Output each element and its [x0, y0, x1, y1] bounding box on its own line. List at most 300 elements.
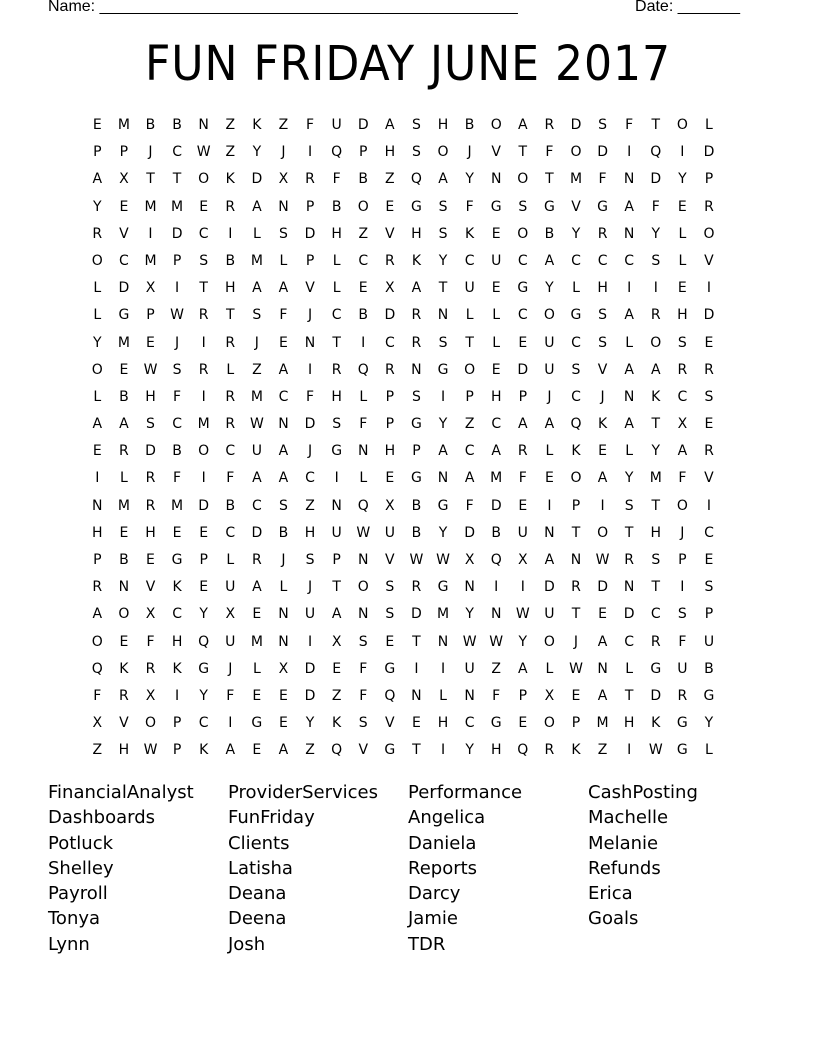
grid-cell: H [677, 307, 688, 324]
grid-cell: F [173, 388, 182, 405]
grid-cell: S [438, 334, 448, 351]
grid-cell: N [623, 225, 635, 242]
grid-cell: N [623, 579, 635, 596]
grid-cell: I [706, 497, 712, 514]
grid-cell: A [119, 416, 129, 433]
grid-cell: J [307, 579, 313, 596]
grid-cell: B [172, 117, 182, 133]
word-list-item: Goals [588, 908, 639, 930]
grid-cell: A [677, 443, 688, 460]
grid-cell: R [92, 225, 103, 242]
grid-cell: K [651, 715, 661, 732]
grid-cell: D [517, 361, 529, 378]
grid-cell: F [465, 198, 474, 215]
grid-cell: T [332, 579, 341, 596]
grid-cell: T [332, 334, 341, 351]
grid-cell: G [410, 198, 422, 215]
word-list-item: Daniela [408, 832, 477, 854]
word-list-item: Machelle [588, 807, 669, 829]
grid-cell: C [384, 334, 395, 351]
grid-cell: O [676, 497, 688, 514]
grid-cell: F [518, 470, 527, 487]
grid-cell: I [494, 579, 499, 596]
grid-cell: A [597, 633, 608, 650]
grid-cell: Y [465, 742, 474, 759]
grid-cell: L [279, 252, 288, 269]
grid-cell: E [358, 280, 368, 297]
grid-cell: A [624, 307, 634, 324]
grid-cell: E [119, 361, 129, 378]
grid-cell: B [145, 117, 156, 133]
grid-cell: F [492, 687, 501, 704]
grid-cell: H [490, 388, 502, 405]
grid-cell: R [411, 334, 422, 351]
grid-cell: C [172, 416, 182, 433]
grid-cell: A [252, 280, 262, 297]
grid-cell: X [385, 280, 395, 297]
grid-cell: A [624, 416, 634, 433]
grid-cell: I [627, 144, 632, 161]
grid-cell: M [596, 715, 609, 732]
grid-cell: A [385, 117, 395, 133]
grid-cell: S [279, 497, 288, 514]
grid-cell: V [385, 225, 395, 242]
grid-cell: E [491, 280, 501, 297]
grid-cell: P [305, 198, 315, 215]
grid-cell: M [171, 497, 184, 514]
grid-cell: N [198, 117, 209, 133]
grid-cell: G [384, 660, 396, 677]
grid-cell: I [307, 144, 313, 161]
word-list-item: Performance [408, 782, 523, 803]
grid-cell: S [358, 715, 368, 732]
grid-cell: E [146, 334, 155, 351]
grid-cell: F [625, 117, 634, 133]
grid-cell: J [547, 388, 552, 405]
grid-cell: Q [198, 633, 210, 650]
grid-cell: L [625, 334, 634, 351]
grid-cell: U [517, 524, 528, 541]
grid-cell: M [117, 334, 130, 351]
grid-cell: D [304, 416, 316, 433]
grid-cell: V [704, 470, 714, 487]
grid-cell: Z [305, 742, 315, 759]
grid-cell: D [623, 606, 635, 623]
grid-cell: U [331, 117, 342, 133]
grid-cell: E [704, 416, 714, 433]
grid-cell: X [518, 552, 528, 568]
grid-cell: O [650, 334, 662, 351]
grid-cell: A [278, 443, 289, 460]
grid-cell: W [356, 524, 371, 541]
grid-cell: J [680, 524, 685, 541]
grid-cell: G [384, 742, 396, 759]
grid-cell: J [467, 144, 472, 161]
grid-cell: S [438, 198, 448, 215]
grid-cell: A [650, 361, 661, 378]
grid-cell: G [517, 280, 529, 297]
grid-cell: S [332, 416, 342, 433]
grid-cell: Z [278, 117, 289, 133]
grid-cell: C [517, 307, 528, 324]
grid-cell: S [411, 144, 421, 161]
grid-cell: V [491, 144, 501, 161]
word-list-item: FunFriday [228, 807, 315, 829]
grid-cell: C [225, 443, 236, 460]
grid-cell: J [228, 660, 233, 677]
grid-cell: X [464, 552, 475, 568]
grid-cell: H [411, 225, 422, 242]
grid-cell: D [464, 524, 475, 541]
grid-cell: P [93, 552, 102, 568]
grid-cell: M [250, 633, 263, 650]
word-search-grid [84, 112, 722, 765]
grid-cell: P [332, 552, 341, 568]
grid-cell: V [385, 552, 395, 568]
grid-cell: O [357, 579, 369, 596]
grid-cell: F [306, 117, 315, 133]
grid-cell: H [331, 225, 342, 242]
grid-cell: A [544, 416, 555, 433]
grid-cell: A [624, 361, 634, 378]
grid-cell: I [680, 579, 685, 596]
grid-cell: F [359, 416, 368, 433]
grid-cell: P [172, 742, 182, 759]
grid-cell: M [117, 117, 130, 133]
grid-cell: R [411, 579, 422, 596]
grid-cell: F [279, 307, 288, 324]
grid-cell: D [198, 497, 210, 514]
grid-cell: Y [465, 171, 474, 188]
grid-cell: K [252, 117, 262, 133]
word-list-item: Lynn [48, 933, 90, 955]
grid-cell: N [278, 198, 289, 215]
grid-cell: V [119, 715, 129, 732]
grid-cell: K [172, 579, 182, 596]
grid-cell: Y [252, 144, 262, 161]
grid-cell: E [199, 198, 209, 215]
grid-cell: L [359, 470, 368, 487]
grid-cell: K [199, 742, 209, 759]
grid-cell: N [278, 633, 289, 650]
grid-cell: E [598, 606, 607, 623]
grid-cell: S [677, 606, 687, 623]
grid-cell: C [172, 144, 182, 161]
grid-cell: N [544, 524, 555, 541]
grid-cell: O [597, 524, 609, 541]
grid-cell: G [410, 416, 422, 433]
grid-cell: P [571, 715, 581, 732]
grid-cell: J [307, 443, 313, 460]
grid-cell: Z [331, 687, 342, 704]
grid-cell: F [226, 470, 235, 487]
grid-cell: A [624, 198, 634, 215]
grid-cell: R [597, 225, 608, 242]
grid-cell: I [334, 470, 339, 487]
grid-cell: H [304, 524, 316, 541]
grid-cell: S [651, 252, 661, 269]
grid-cell: U [703, 633, 715, 650]
grid-cell: O [464, 361, 476, 378]
grid-cell: A [411, 280, 422, 297]
grid-cell: D [650, 687, 662, 704]
grid-cell: L [625, 660, 634, 677]
grid-cell: S [598, 307, 608, 324]
grid-cell: K [571, 742, 581, 759]
grid-cell: A [438, 443, 448, 460]
grid-cell: Z [358, 225, 369, 242]
grid-cell: C [624, 252, 635, 269]
word-list-item: Deena [228, 908, 287, 930]
grid-cell: L [492, 307, 501, 324]
grid-cell: I [95, 470, 100, 487]
word-list-item: Reports [408, 857, 478, 879]
grid-cell: B [172, 443, 182, 460]
grid-cell: F [306, 388, 315, 405]
grid-cell: R [225, 416, 236, 433]
grid-cell: E [279, 715, 288, 732]
grid-cell: F [651, 198, 660, 215]
grid-cell: V [571, 198, 581, 215]
grid-cell: A [544, 252, 555, 269]
grid-cell: W [462, 633, 477, 650]
grid-cell: T [624, 687, 634, 704]
grid-cell: P [359, 144, 368, 161]
grid-cell: M [250, 388, 263, 405]
grid-cell: U [225, 633, 236, 650]
grid-cell: M [117, 497, 130, 514]
grid-cell: G [118, 307, 130, 324]
grid-cell: N [411, 361, 422, 378]
grid-cell: E [92, 443, 102, 460]
grid-cell: K [119, 660, 129, 677]
grid-cell: I [201, 334, 206, 351]
grid-cell: E [518, 497, 528, 514]
grid-cell: E [544, 470, 554, 487]
grid-cell: L [332, 252, 341, 269]
grid-cell: J [281, 144, 286, 161]
word-list-item: Tonya [48, 908, 101, 930]
grid-cell: B [411, 497, 422, 514]
grid-cell: O [490, 117, 502, 133]
grid-cell: L [279, 579, 288, 596]
word-list-item: TDR [408, 933, 446, 955]
grid-cell: C [464, 715, 475, 732]
grid-cell: U [491, 252, 502, 269]
grid-cell: K [411, 252, 422, 269]
grid-cell: Q [331, 742, 343, 759]
grid-cell: S [146, 416, 155, 433]
grid-cell: E [119, 633, 129, 650]
grid-cell: V [358, 742, 369, 759]
grid-cell: L [359, 388, 368, 405]
grid-cell: C [677, 388, 688, 405]
grid-cell: V [385, 715, 395, 732]
word-list-item: Jamie [408, 908, 458, 930]
grid-cell: M [250, 252, 263, 269]
grid-cell: O [543, 633, 555, 650]
grid-cell: K [225, 171, 235, 188]
grid-cell: E [491, 361, 501, 378]
grid-cell: Y [305, 715, 315, 732]
grid-cell: N [570, 552, 582, 568]
word-list-column [228, 780, 408, 957]
grid-cell: W [595, 552, 610, 568]
grid-cell: D [597, 579, 608, 596]
grid-cell: T [651, 416, 661, 433]
grid-cell: W [249, 416, 264, 433]
grid-cell: J [148, 144, 153, 161]
grid-cell: A [518, 117, 528, 133]
grid-cell: D [490, 497, 502, 514]
grid-cell: F [598, 171, 607, 188]
grid-cell: O [198, 443, 210, 460]
grid-cell: D [384, 307, 396, 324]
grid-cell: B [464, 117, 475, 133]
grid-cell: W [648, 742, 663, 759]
grid-cell: A [278, 470, 289, 487]
grid-cell: R [650, 307, 661, 324]
grid-cell: Y [199, 606, 208, 623]
grid-cell: J [307, 307, 313, 324]
grid-cell: A [518, 416, 528, 433]
grid-cell: W [170, 307, 184, 324]
grid-cell: O [570, 144, 582, 161]
grid-cell: S [385, 606, 395, 623]
grid-cell: I [547, 497, 552, 514]
grid-cell: M [490, 470, 503, 487]
grid-cell: H [145, 524, 156, 541]
grid-cell: U [544, 606, 555, 623]
grid-cell: R [384, 361, 395, 378]
grid-cell: X [92, 715, 103, 732]
grid-cell: R [119, 687, 129, 704]
grid-cell: K [465, 225, 475, 242]
grid-cell: A [544, 552, 555, 568]
grid-cell: Z [597, 742, 608, 759]
grid-cell: N [118, 579, 130, 596]
grid-cell: I [175, 280, 180, 297]
grid-cell: Y [651, 225, 661, 242]
grid-cell: C [251, 497, 262, 514]
grid-cell: E [385, 470, 395, 487]
grid-cell: S [624, 497, 634, 514]
word-list-column [588, 780, 768, 957]
grid-cell: E [92, 117, 102, 133]
grid-cell: E [598, 443, 607, 460]
grid-cell: B [491, 524, 501, 541]
grid-cell: S [172, 361, 182, 378]
grid-cell: E [704, 552, 714, 568]
grid-cell: H [490, 742, 502, 759]
grid-cell: F [545, 144, 554, 161]
grid-cell: D [570, 117, 582, 133]
grid-cell: Y [678, 171, 687, 188]
grid-cell: F [332, 171, 341, 188]
grid-cell: R [331, 361, 342, 378]
grid-cell: L [545, 660, 554, 677]
grid-cell: A [331, 606, 342, 623]
grid-cell: L [492, 334, 501, 351]
grid-cell: J [254, 334, 259, 351]
grid-cell: Y [571, 225, 581, 242]
grid-cell: H [171, 633, 183, 650]
grid-cell: S [411, 388, 421, 405]
grid-cell: E [119, 524, 129, 541]
grid-cell: R [251, 552, 262, 568]
grid-cell: C [119, 252, 129, 269]
grid-cell: N [331, 497, 342, 514]
grid-cell: D [703, 307, 715, 324]
grid-cell: T [571, 606, 581, 623]
grid-cell: L [705, 117, 713, 133]
grid-cell: N [464, 687, 475, 704]
grid-cell: E [119, 198, 129, 215]
grid-cell: T [146, 171, 155, 188]
grid-cell: R [517, 443, 528, 460]
grid-cell: U [331, 524, 342, 541]
grid-cell: M [436, 606, 450, 623]
word-list-item: Darcy [408, 883, 461, 905]
grid-cell: M [197, 416, 210, 433]
grid-cell: B [225, 497, 236, 514]
grid-cell: H [597, 280, 608, 297]
word-list-item: Clients [228, 832, 290, 854]
grid-cell: C [278, 388, 289, 405]
grid-cell: N [304, 334, 316, 351]
grid-cell: R [677, 687, 688, 704]
grid-cell: A [464, 470, 475, 487]
grid-cell: C [704, 524, 714, 541]
grid-cell: H [225, 280, 236, 297]
word-list-item: Dashboards [48, 807, 156, 829]
word-list-item: Latisha [228, 857, 293, 879]
grid-cell: R [225, 198, 236, 215]
grid-cell: W [436, 552, 450, 568]
grid-cell: H [92, 524, 103, 541]
word-list-item: ProviderServices [228, 782, 379, 803]
grid-cell: D [304, 660, 316, 677]
grid-cell: P [172, 715, 182, 732]
grid-cell: A [92, 171, 103, 188]
grid-cell: Z [225, 144, 236, 161]
grid-cell: L [226, 552, 235, 568]
grid-cell: H [437, 117, 449, 133]
grid-cell: N [437, 470, 449, 487]
grid-cell: V [704, 252, 714, 269]
grid-cell: X [278, 660, 289, 677]
date-field-label: Date: _______ [635, 0, 740, 15]
grid-cell: E [279, 334, 288, 351]
grid-cell: S [358, 633, 368, 650]
grid-cell: K [571, 443, 581, 460]
word-list-item: Deana [228, 883, 287, 905]
grid-cell: B [119, 388, 129, 405]
grid-cell: D [304, 687, 316, 704]
grid-cell: R [544, 742, 555, 759]
grid-cell: X [544, 687, 555, 704]
grid-cell: R [704, 361, 714, 378]
grid-cell: V [597, 361, 608, 378]
grid-cell: C [597, 252, 608, 269]
grid-cell: F [93, 687, 102, 704]
grid-cell: R [571, 579, 581, 596]
grid-cell: G [251, 715, 263, 732]
grid-cell: D [544, 579, 555, 596]
grid-cell: N [597, 660, 608, 677]
grid-cell: P [93, 144, 102, 161]
grid-cell: N [623, 171, 635, 188]
